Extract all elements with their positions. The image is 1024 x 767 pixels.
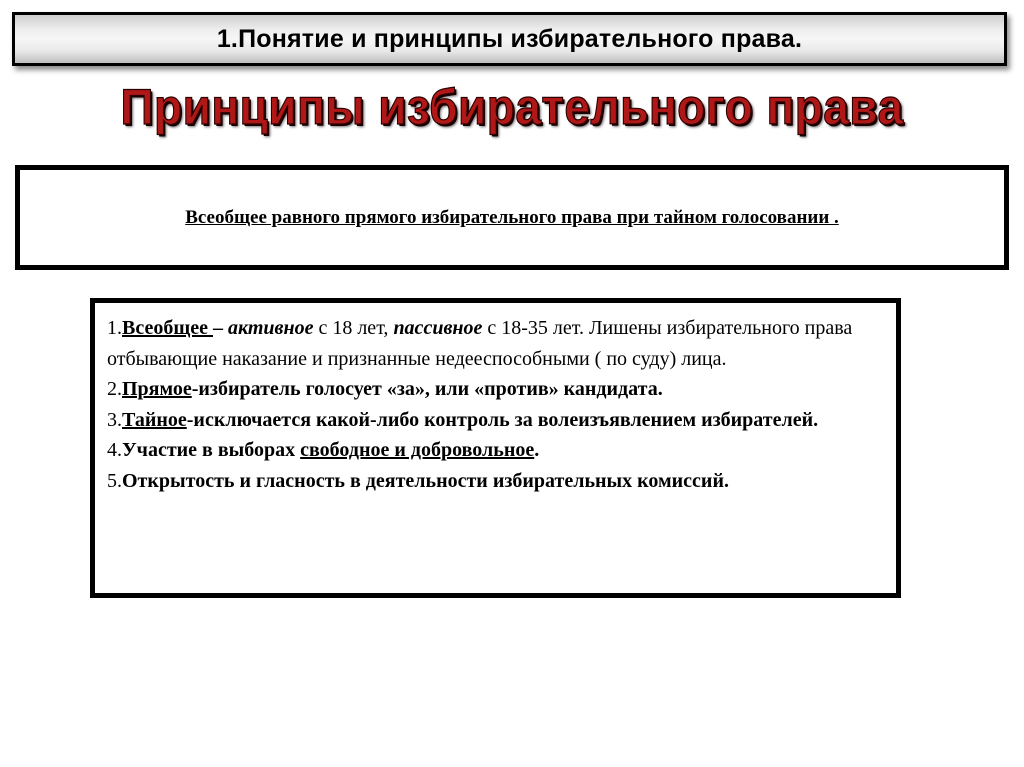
principle-number: 5. (107, 469, 122, 492)
principle-active-label: активное (227, 317, 314, 339)
principle-direct (107, 374, 884, 405)
principle-end: . (534, 439, 540, 461)
principle-description: -избиратель голосует «за», или «против» кандидата. (191, 378, 663, 400)
principle-number: 3. (107, 408, 122, 431)
principles-list (107, 313, 884, 496)
principle-description: -исключается какой-либо контроль за волеизъявлением избирателей. (186, 408, 819, 431)
principle-number: 2. (107, 378, 122, 400)
principle-secret (107, 405, 884, 436)
principle-number: 4. (107, 439, 122, 461)
principle-active-age: с 18 лет, (313, 317, 394, 339)
principle-name-universal: Всеобщее (122, 317, 213, 339)
main-title: Принципы избирательного права (120, 79, 904, 135)
principle-universal (107, 313, 884, 374)
principle-prefix: Участие в выборах (122, 439, 301, 461)
header-title: 1.Понятие и принципы избирательного права. (216, 24, 803, 53)
definition-text: Всеобщее равного прямого избирательного права при тайном голосовании . (185, 206, 839, 228)
principle-passive-label: пассивное (393, 317, 483, 339)
principle-name-voluntary: свободное и добровольное (300, 439, 535, 461)
definition-box (15, 165, 1009, 270)
principle-number: 1. (107, 317, 122, 339)
principle-dash: – (212, 317, 228, 339)
principle-passive-age: с 18-35 лет. Лишены избирательного права отбывающие наказание и признанные недееспособными ( по суду) лица. (107, 317, 853, 370)
principle-name-secret: Тайное (122, 408, 187, 431)
principles-box (90, 298, 901, 598)
header-bar (12, 12, 1007, 66)
principle-voluntary (107, 435, 884, 466)
principle-description: Открытость и гласность в деятельности избирательных комиссий. (122, 469, 729, 492)
principle-name-direct: Прямое (122, 378, 192, 400)
principle-openness (107, 466, 884, 497)
